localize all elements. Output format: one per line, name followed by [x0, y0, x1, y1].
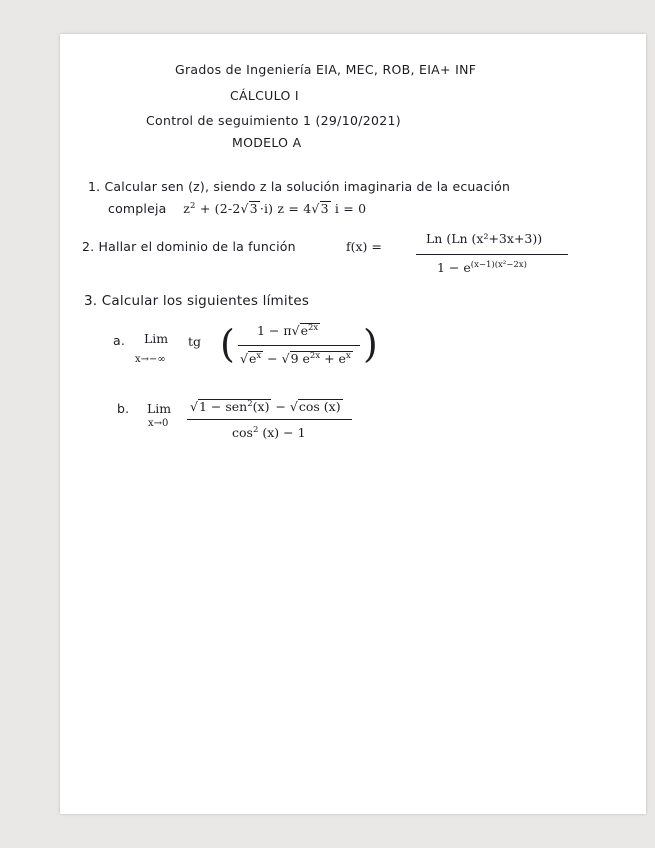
q2-statement: 2. Hallar el dominio de la función	[82, 239, 296, 254]
q3-title: 3. Calcular los siguientes límites	[84, 293, 310, 309]
q1-equation: $z^2 + (2-2√3 \cdot i) z = 4√3$ i = 0	[183, 200, 367, 216]
q3a-label: a.	[113, 333, 126, 348]
q3b-lim: Lim	[147, 401, 172, 416]
exam-sheet	[60, 34, 646, 814]
q2-denominator: $1 - e^{(x-1)(x^2-2x)}$	[437, 259, 527, 275]
q3a-left-paren: (	[220, 322, 235, 366]
q3a-right-paren: )	[363, 322, 378, 366]
q1-equation-line	[108, 201, 366, 216]
q3a-fraction-bar	[238, 345, 360, 346]
q1-label-compleja: compleja	[108, 201, 167, 216]
header-degrees: Grados de Ingeniería EIA, MEC, ROB, EIA+ INF	[175, 62, 477, 77]
q3b-subscript: x→0	[148, 418, 169, 429]
q3a-subscript: x→−∞	[135, 354, 166, 365]
q1-statement: 1. Calcular sen (z), siendo z la solución imaginaria de la ecuación	[88, 179, 511, 194]
q3b-label: b.	[117, 401, 130, 416]
q2-numerator: Ln (Ln (x²+3x+3))	[426, 231, 543, 246]
q3b-numerator: √1 − sen$^2$(x) − √cos (x)	[190, 398, 341, 414]
q3b-denominator: $\cos^2 (x) - 1$	[232, 424, 306, 440]
header-model: MODELO A	[232, 135, 302, 150]
q3a-lim: Lim	[144, 331, 169, 346]
q3a-tg: tg	[188, 334, 202, 349]
q3a-numerator: $1 - \pi√e^{2x}$	[257, 322, 319, 338]
q2-fraction-bar	[416, 254, 568, 255]
q3b-fraction-bar	[187, 419, 352, 420]
q2-fx: f(x) =	[346, 239, 382, 254]
header-control: Control de seguimiento 1 (29/10/2021)	[146, 113, 401, 128]
q3a-denominator: $√e^x - √9$ $e^{2x} + e^x$	[240, 350, 351, 366]
header-course: CÁLCULO I	[230, 88, 299, 103]
